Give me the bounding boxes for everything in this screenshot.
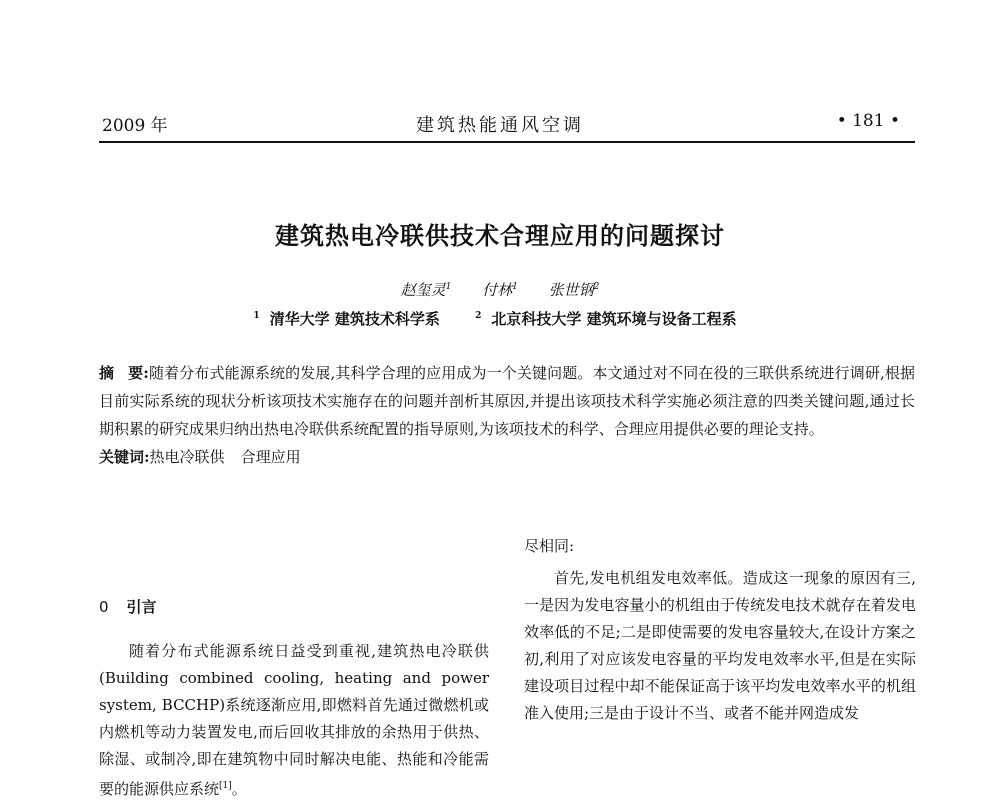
abstract-label-a: 摘 <box>99 364 129 382</box>
abstract-paragraph <box>99 359 915 443</box>
author: 张世钢$^2$ <box>548 281 600 299</box>
header-journal-name: 建筑热能通风空调 <box>416 115 584 136</box>
abstract-label-b: 要: <box>128 364 149 382</box>
author: 付林$^1$ <box>482 281 518 299</box>
keyword: 合理应用 <box>240 448 301 466</box>
keywords-label: 关键词: <box>99 448 150 466</box>
citation: [1] <box>219 781 232 791</box>
keywords-line <box>99 443 915 471</box>
left-column <box>99 594 489 803</box>
section-number: 0 <box>99 598 109 616</box>
keyword: 热电冷联供 <box>149 448 225 466</box>
header-rule <box>99 141 915 143</box>
affiliation-list <box>0 308 1000 329</box>
abstract-block <box>99 359 915 471</box>
continuation-line: 尽相同: <box>524 537 575 555</box>
header-page-number: • 181 • <box>836 111 900 131</box>
body-paragraph: 首先,发电机组发电效率低。造成这一现象的原因有三,一是因为发电容量小的机组由于传统发电技术就存在着发电效率低的不足;二是即使需要的发电容量较大,在设计方案之初,利用了对应该发电容量的平均发电效率水平,但是在实际建设项目过程中却不能保证高于该平均发电效率水平的机组准入使用;三是由于设计不当、或者不能并网造成发 <box>524 569 916 722</box>
body-paragraph: 随着分布式能源系统日益受到重视,建筑热电冷联供(Building combined cooling, heating and power system, BCCHP)系统逐渐应用,即燃料首先通过微燃机或内燃机等动力装置发电,而后回收其排放的余热用于供热、除湿、或制冷,即在建筑物中同时解决电能、热能和冷能需要的能源供应系统[1]。 <box>99 642 489 798</box>
section-heading <box>99 594 489 621</box>
affiliation: $^1$ 清华大学 建筑技术科学系 <box>253 310 440 328</box>
right-column <box>524 533 916 727</box>
author-list <box>0 279 1000 300</box>
abstract-text: 随着分布式能源系统的发展,其科学合理的应用成为一个关键问题。本文通过对不同在役的三联供系统进行调研,根据目前实际系统的现状分析该项技术实施存在的问题并剖析其原因,并提出该项技术科学实施必须注意的四类关键问题,通过长期积累的研究成果归纳出热电冷联供系统配置的指导原则,为该项技术的科学、合理应用提供必要的理论支持。 <box>99 364 915 438</box>
header-year: 2009 年 <box>102 116 168 136</box>
section-title: 引言 <box>126 598 157 616</box>
paper-title: 建筑热电冷联供技术合理应用的问题探讨 <box>275 221 725 250</box>
author: 赵玺灵$^1$ <box>400 281 452 299</box>
affiliation: $^2$ 北京科技大学 建筑环境与设备工程系 <box>475 310 737 328</box>
